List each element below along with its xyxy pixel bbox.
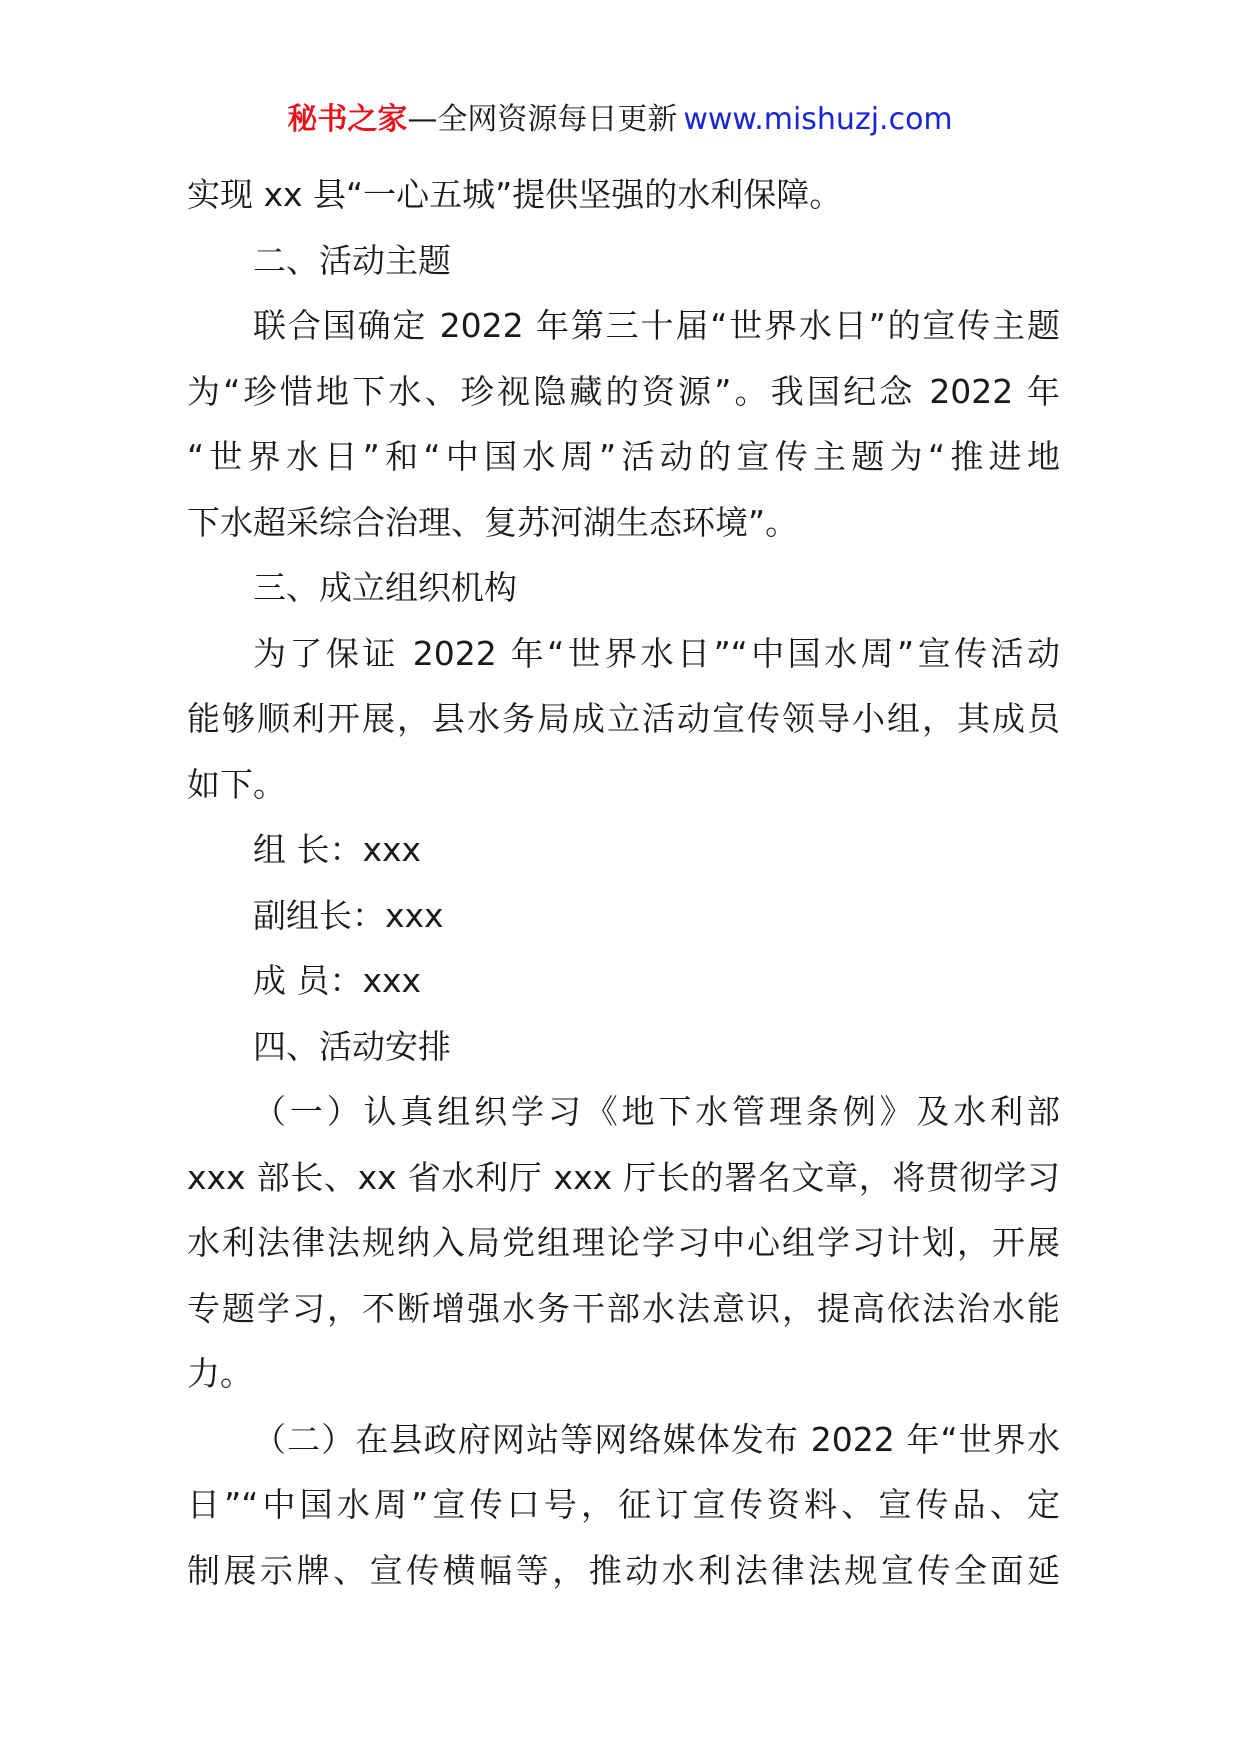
- site-header: [0, 100, 1240, 140]
- site-url-link[interactable]: www.mishuzj.com: [683, 102, 953, 137]
- text-line: 为“珍惜地下水、珍视隐藏的资源”。我国纪念 2022 年: [187, 371, 1060, 411]
- text-line: （一）认真组织学习《地下水管理条例》及水利部: [253, 1092, 1060, 1131]
- text-line: 力。: [187, 1354, 253, 1393]
- text-line: 水利法律法规纳入局党组理论学习中心组学习计划，开展: [187, 1223, 1060, 1262]
- member-line: 组 长：xxx: [253, 830, 422, 869]
- member-line: 成 员：xxx: [253, 961, 422, 1000]
- text-line: 为了保证 2022 年“世界水日”“中国水周”宣传活动: [253, 633, 1060, 673]
- section-heading: 二、活动主题: [253, 240, 451, 280]
- text-line: 下水超采综合治理、复苏河湖生态环境”。: [187, 502, 799, 542]
- document-body: [187, 162, 1060, 1603]
- text-line: （二）在县政府网站等网络媒体发布 2022 年“世界水: [253, 1419, 1060, 1459]
- member-line: 副组长：xxx: [253, 895, 444, 935]
- section-heading: 四、活动安排: [253, 1026, 451, 1066]
- text-line: 日”“中国水周”宣传口号，征订宣传资料、宣传品、定: [187, 1485, 1060, 1524]
- text-line: 联合国确定 2022 年第三十届“世界水日”的宣传主题: [253, 306, 1060, 345]
- text-line: “世界水日”和“中国水周”活动的宣传主题为“推进地: [187, 437, 1060, 476]
- brand-name: 秘书之家: [287, 102, 408, 137]
- header-tagline: —全网资源每日更新: [407, 102, 678, 137]
- text-line: 实现 xx 县“一心五城”提供坚强的水利保障。: [187, 175, 843, 214]
- text-line: 专题学习，不断增强水务干部水法意识，提高依法治水能: [187, 1288, 1060, 1328]
- text-line: xxx 部长、xx 省水利厅 xxx 厅长的署名文章，将贯彻学习: [187, 1157, 1060, 1197]
- section-heading: 三、成立组织机构: [253, 568, 517, 607]
- text-line: 能够顺利开展，县水务局成立活动宣传领导小组，其成员: [187, 699, 1060, 738]
- text-line: 如下。: [187, 764, 286, 804]
- text-line: 制展示牌、宣传横幅等，推动水利法律法规宣传全面延: [187, 1550, 1060, 1590]
